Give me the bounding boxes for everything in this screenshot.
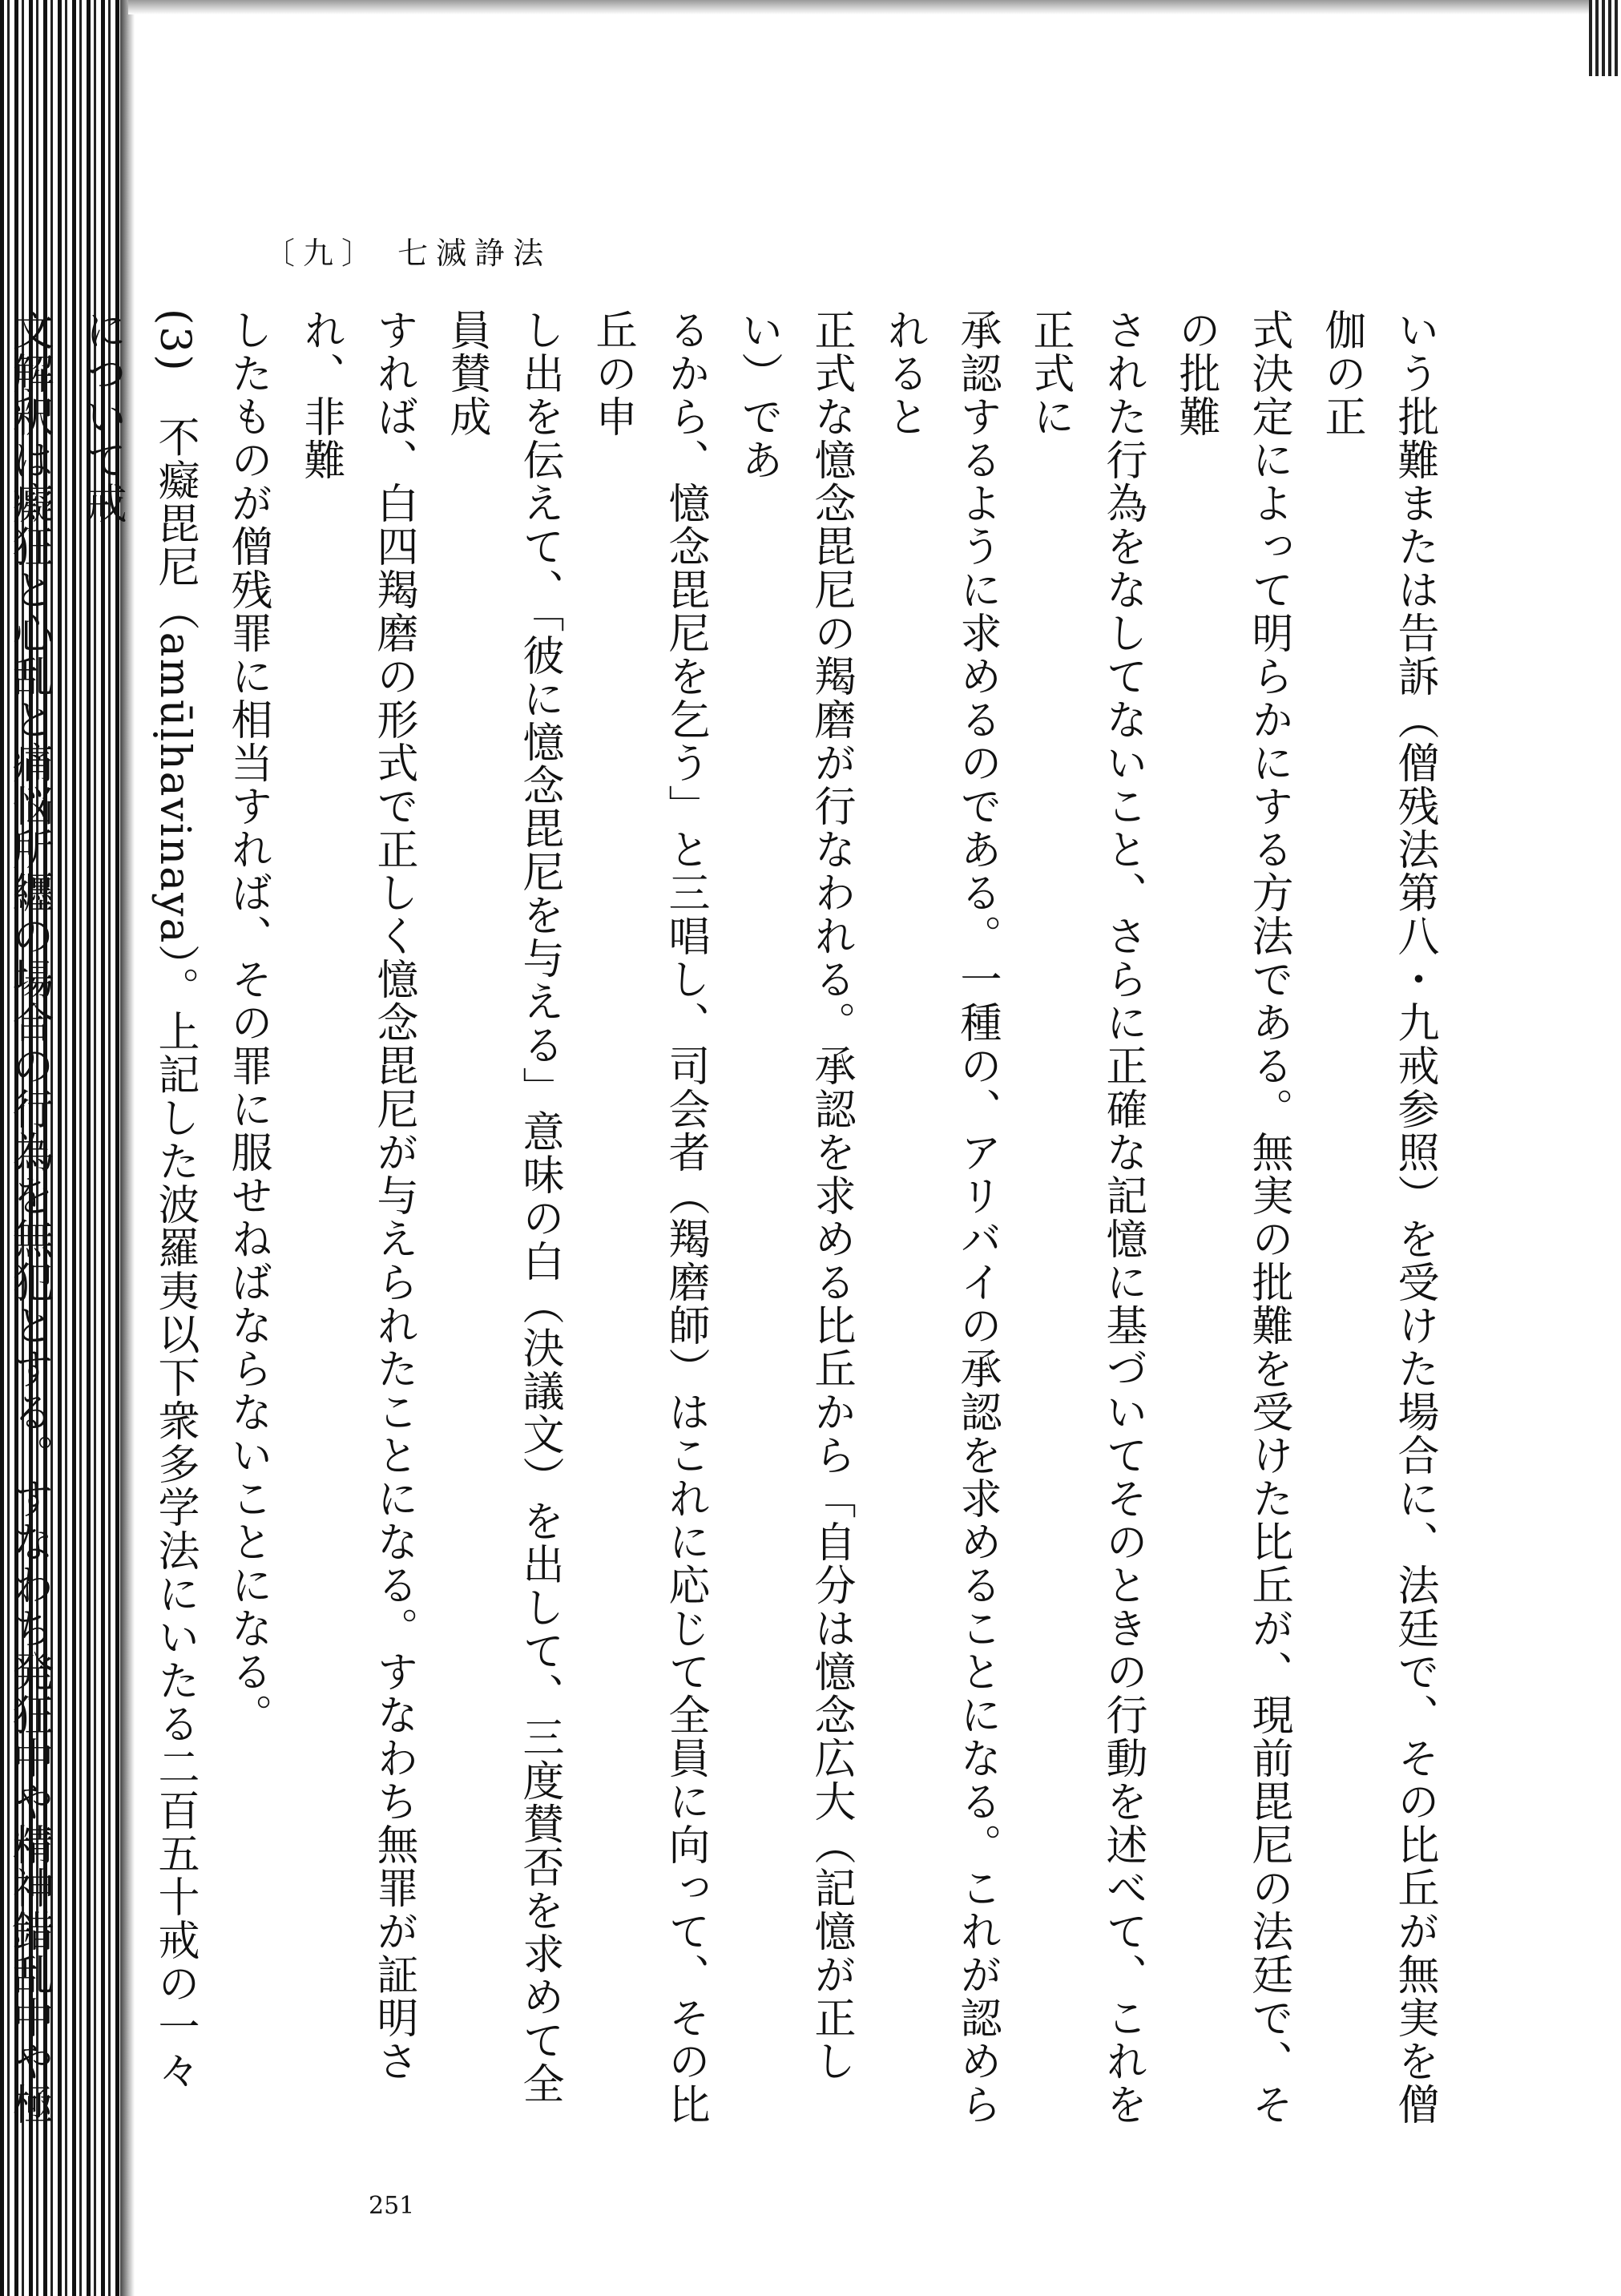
- text-column: 文解釈は癡狂と心乱と痛悩所纒の場合の行為を無犯とする。すなわち発狂中や精神錯乱中や極: [5, 309, 53, 2126]
- text-column: すれば、白四羯磨の形式で正しく憶念毘尼が与えられたことになる。すなわち無罪が証明され、非難: [296, 309, 417, 2083]
- text-column: された行為をなしてないこと、さらに正確な記憶に基づいてそのときの行動を述べて、これを正式に: [1026, 309, 1147, 2126]
- running-head: 〔九〕 七滅諍法: [264, 236, 552, 271]
- text-column: いう批難または告訴（僧残法第八・九戒参照）を受けた場合に、法廷で、その比丘が無実を僧伽の正: [1317, 309, 1438, 2126]
- text-column: 正式な憶念毘尼の羯磨が行なわれる。承認を求める比丘から「自分は憶念広大（記憶が正しい）であ: [734, 309, 855, 2083]
- text-column: (3) 不癡毘尼（amūḷhavinaya）。上記した波羅夷以下衆多学法にいたる二百五十戒の一々について戒: [78, 309, 199, 2092]
- text-column: るから、憶念毘尼を乞う」と三唱し、司会者（羯磨師）はこれに応じて全員に向って、その比丘の申: [588, 309, 709, 2126]
- text-column: 承認するように求めるのである。一種の、アリバイの承認を求めることになる。これが認められると: [880, 309, 1001, 2126]
- text-column: 式決定によって明らかにする方法である。無実の批難を受けた比丘が、現前毘尼の法廷で、その批難: [1171, 309, 1292, 2126]
- top-edge-shadow: [128, 0, 1621, 14]
- page-number: 251: [369, 2192, 415, 2220]
- scan-edge-mark: [1589, 0, 1621, 76]
- body-text: [5, 309, 1450, 2128]
- text-column: したものが僧残罪に相当すれば、その罪に服せねばならないことになる。: [224, 309, 272, 1737]
- text-column: し出を伝えて、「彼に憶念毘尼を与える」意味の白（決議文）を出して、三度賛否を求めて全員賛成: [442, 309, 563, 2105]
